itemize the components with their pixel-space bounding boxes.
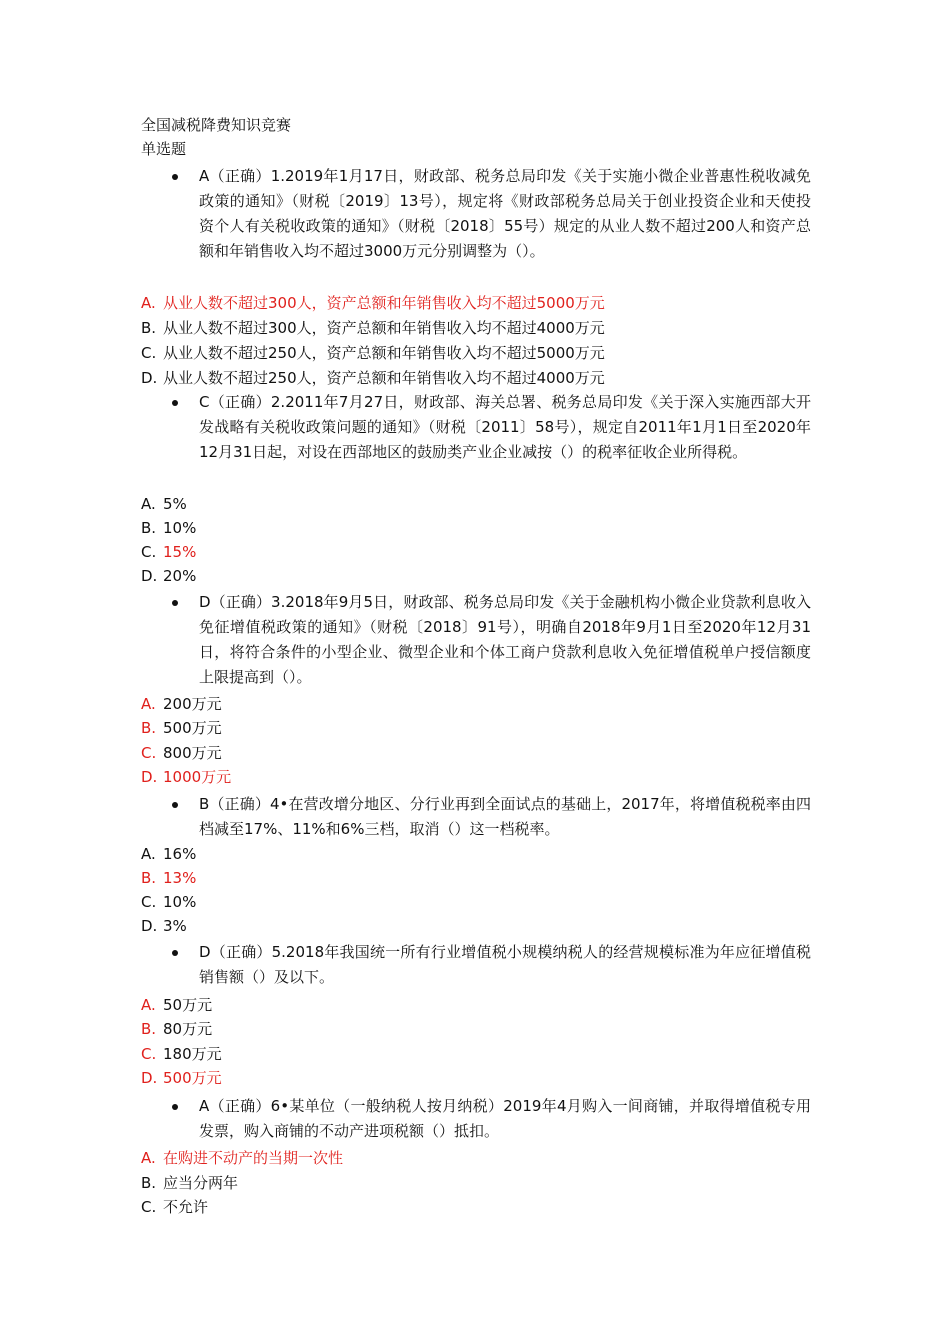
option-letter: A. <box>141 495 156 513</box>
option-a <box>141 1148 343 1168</box>
option-letter: C. <box>141 344 157 362</box>
option-d <box>141 767 231 787</box>
option-letter: D. <box>141 917 158 935</box>
option-letter: C. <box>141 1198 157 1216</box>
option-a <box>141 694 222 714</box>
question-text: A（正确）6•某单位（一般纳税人按月纳税）2019年4月购入一间商铺，并取得增值税专用发票，购入商铺的不动产进项税额（）抵扣。 <box>199 1097 811 1140</box>
option-text: 500万元 <box>163 719 222 737</box>
option-text: 180万元 <box>163 1045 222 1063</box>
option-a <box>141 494 187 514</box>
option-text: 应当分两年 <box>163 1174 239 1192</box>
option-text: 50万元 <box>163 996 213 1014</box>
option-c <box>141 343 605 363</box>
option-d <box>141 566 196 586</box>
option-b <box>141 718 222 738</box>
question-text: D（正确）3.2018年9月5日，财政部、税务总局印发《关于金融机构小微企业贷款利息收入免征增值税政策的通知》（财税〔2018〕91号），明确自2018年9月1日至2020年12月31日，将符合条件的小型企业、微型企业和个体工商户贷款利息收入免征增值税单户授信额度上限提高到（）。 <box>199 593 811 686</box>
option-letter: B. <box>141 869 157 887</box>
option-text: 500万元 <box>163 1069 222 1087</box>
question-text: D（正确）5.2018年我国统一所有行业增值税小规模纳税人的经营规模标准为年应征增值税销售额（）及以下。 <box>199 943 811 986</box>
section-heading: 单选题 <box>141 140 187 158</box>
option-b <box>141 868 196 888</box>
option-letter: C. <box>141 744 157 762</box>
option-letter: D. <box>141 1069 158 1087</box>
option-d <box>141 368 605 388</box>
option-b <box>141 1173 238 1193</box>
option-a <box>141 293 605 313</box>
bullet-icon <box>172 1104 178 1110</box>
option-text: 200万元 <box>163 695 222 713</box>
option-text: 从业人数不超过250人，资产总额和年销售收入均不超过4000万元 <box>163 369 605 387</box>
option-letter: D. <box>141 369 158 387</box>
option-b <box>141 518 196 538</box>
option-text: 20% <box>163 567 197 585</box>
bullet-icon <box>172 802 178 808</box>
option-c <box>141 1197 208 1217</box>
option-text: 10% <box>163 893 197 911</box>
option-text: 13% <box>163 869 197 887</box>
option-text: 从业人数不超过300人，资产总额和年销售收入均不超过5000万元 <box>163 294 605 312</box>
option-letter: A. <box>141 294 156 312</box>
option-d <box>141 1068 222 1088</box>
option-text: 16% <box>163 845 197 863</box>
option-text: 3% <box>163 917 187 935</box>
bullet-icon <box>172 400 178 406</box>
bullet-icon <box>172 950 178 956</box>
question-text: C（正确）2.2011年7月27日，财政部、海关总署、税务总局印发《关于深入实施西部大开发战略有关税收政策问题的通知》（财税〔2011〕58号），规定自2011年1月1日至2020年12月31日起，对设在西部地区的鼓励类产业企业减按（）的税率征收企业所得税。 <box>199 393 811 461</box>
option-text: 15% <box>163 543 197 561</box>
option-text: 1000万元 <box>163 768 232 786</box>
document-title: 全国减税降费知识竞赛 <box>141 116 292 134</box>
bullet-icon <box>172 174 178 180</box>
option-letter: A. <box>141 695 156 713</box>
option-letter: B. <box>141 319 157 337</box>
option-a <box>141 844 196 864</box>
option-c <box>141 542 196 562</box>
option-c <box>141 892 196 912</box>
option-letter: D. <box>141 567 158 585</box>
option-letter: D. <box>141 768 158 786</box>
option-b <box>141 318 605 338</box>
option-text: 从业人数不超过300人，资产总额和年销售收入均不超过4000万元 <box>163 319 605 337</box>
option-text: 800万元 <box>163 744 222 762</box>
option-text: 80万元 <box>163 1020 213 1038</box>
option-c <box>141 1044 222 1064</box>
question-text: B（正确）4•在营改增分地区、分行业再到全面试点的基础上，2017年，将增值税税率由四档减至17%、11%和6%三档，取消（）这一档税率。 <box>199 795 811 838</box>
option-letter: C. <box>141 543 157 561</box>
option-text: 从业人数不超过250人，资产总额和年销售收入均不超过5000万元 <box>163 344 605 362</box>
option-letter: B. <box>141 719 157 737</box>
option-a <box>141 995 212 1015</box>
option-letter: B. <box>141 519 157 537</box>
option-text: 在购进不动产的当期一次性 <box>163 1149 344 1167</box>
option-letter: C. <box>141 893 157 911</box>
option-letter: B. <box>141 1020 157 1038</box>
option-letter: A. <box>141 1149 156 1167</box>
option-text: 5% <box>163 495 187 513</box>
question-text: A（正确）1.2019年1月17日，财政部、税务总局印发《关于实施小微企业普惠性税收减免政策的通知》（财税〔2019〕13号），规定将《财政部税务总局关于创业投资企业和天使投资个人有关税收政策的通知》（财税〔2018〕55号）规定的从业人数不超过200人和资产总额和年销售收入均不超过3000万元分别调整为（）。 <box>199 167 811 260</box>
option-c <box>141 743 222 763</box>
option-text: 10% <box>163 519 197 537</box>
option-b <box>141 1019 212 1039</box>
option-letter: B. <box>141 1174 157 1192</box>
option-letter: A. <box>141 845 156 863</box>
bullet-icon <box>172 600 178 606</box>
option-text: 不允许 <box>163 1198 209 1216</box>
option-letter: A. <box>141 996 156 1014</box>
option-letter: C. <box>141 1045 157 1063</box>
option-d <box>141 916 187 936</box>
